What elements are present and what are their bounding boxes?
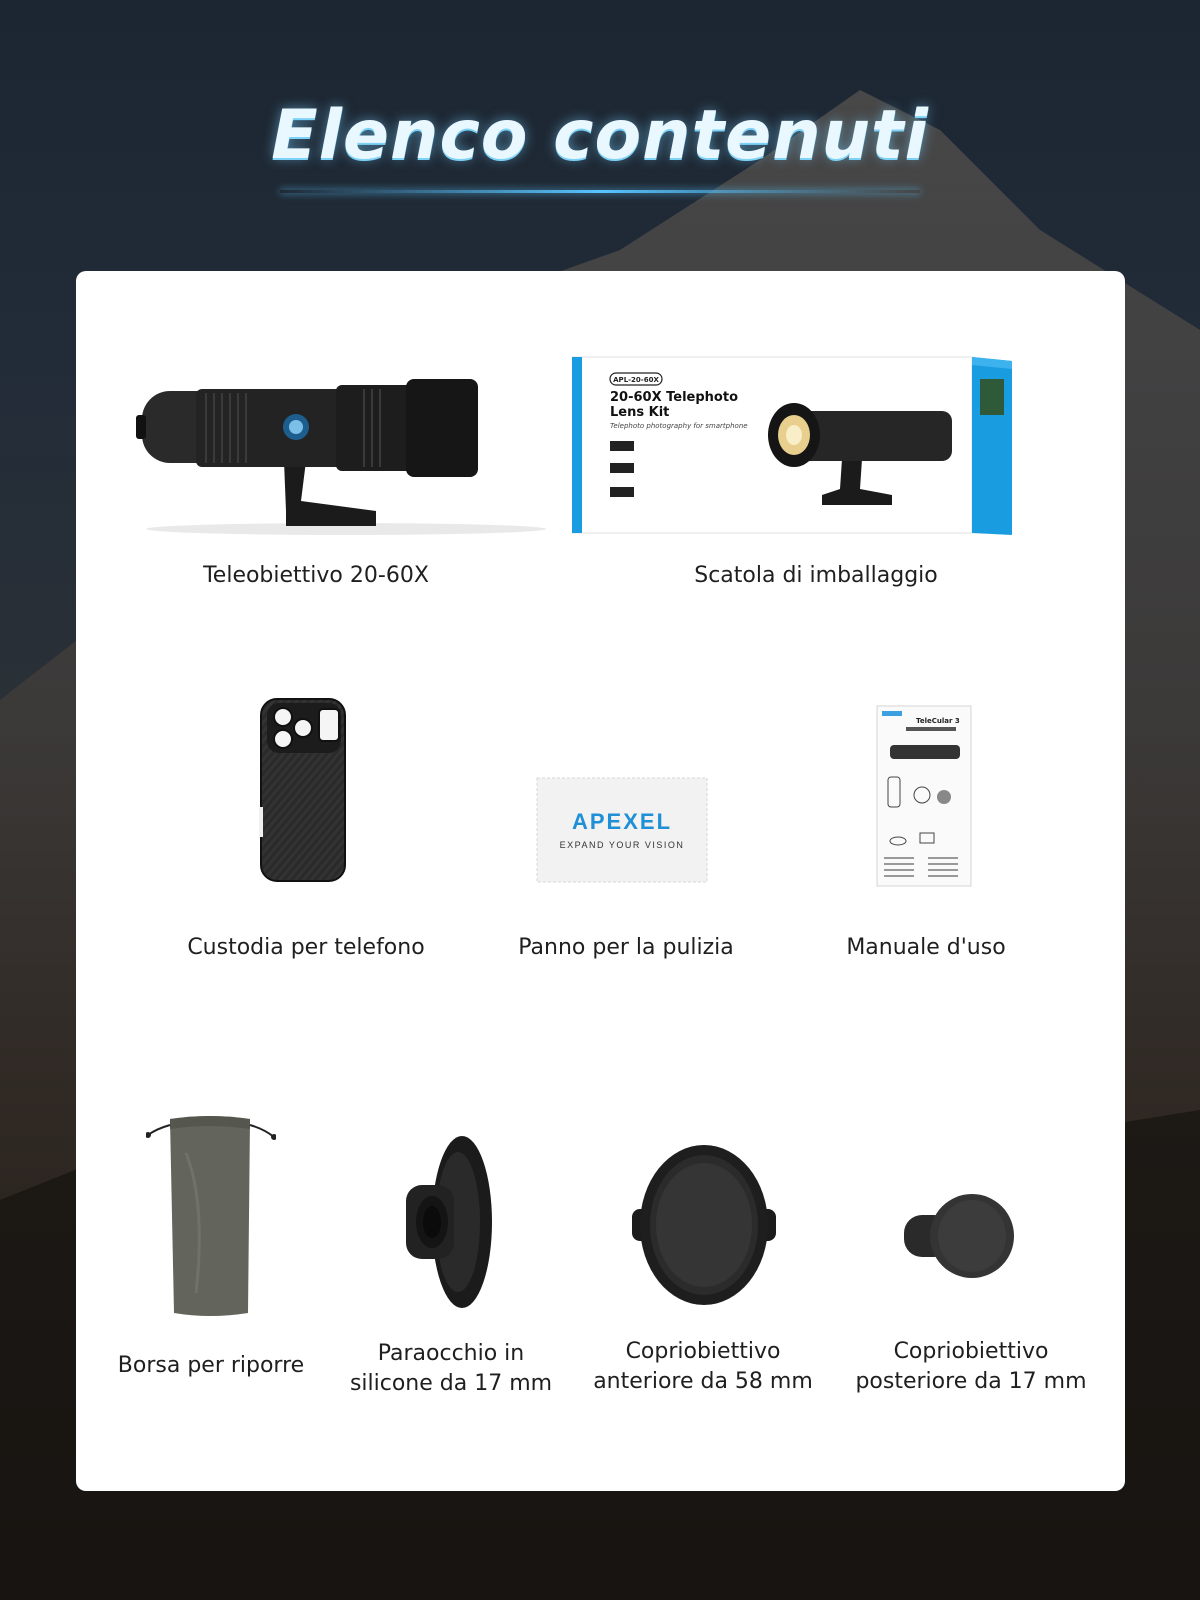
- cleaning-cloth: [536, 777, 708, 883]
- contents-card: [76, 271, 1125, 1491]
- eyecup: [402, 1133, 502, 1311]
- item-label-rear-lens-cap: [836, 1337, 1106, 1397]
- rear-lens-cap-icon: [902, 1193, 1016, 1279]
- front-lens-cap: [632, 1143, 776, 1307]
- manual-icon: [876, 705, 972, 887]
- phone-case-icon: [259, 697, 349, 883]
- phone-case: [259, 697, 349, 883]
- telephoto-lens: [136, 371, 556, 541]
- storage-bag-icon: [146, 1113, 276, 1319]
- item-label-storage-bag: Borsa per riporre: [117, 1353, 305, 1378]
- front-lens-cap-icon: [632, 1143, 776, 1307]
- front-cap-label-line2: anteriore da 58 mm: [593, 1369, 813, 1394]
- box-title-line1: 20-60X Telephoto: [610, 390, 738, 405]
- item-label-front-lens-cap: [578, 1337, 828, 1397]
- rear-cap-label-line1: Copriobiettivo: [893, 1339, 1049, 1364]
- front-cap-label-line1: Copriobiettivo: [625, 1339, 781, 1364]
- title-underline: [280, 190, 920, 193]
- cloth-tagline: EXPAND YOUR VISION: [559, 840, 685, 850]
- eyecup-label-line2: silicone da 17 mm: [349, 1371, 553, 1396]
- item-label-telephoto-lens: Teleobiettivo 20-60X: [203, 563, 429, 588]
- item-label-eyecup: [336, 1339, 566, 1399]
- cleaning-cloth-icon: [536, 777, 708, 883]
- item-label-cleaning-cloth: Panno per la pulizia: [518, 935, 734, 960]
- item-label-package-box: Scatola di imballaggio: [694, 563, 938, 588]
- item-label-manual: Manuale d'uso: [846, 935, 1006, 960]
- page-title: Elenco contenuti: [271, 96, 929, 175]
- rear-cap-label-line2: posteriore da 17 mm: [855, 1369, 1087, 1394]
- package-box: [572, 349, 1032, 539]
- telephoto-lens-icon: [136, 371, 556, 541]
- box-title-line2: Lens Kit: [610, 405, 670, 420]
- cloth-brand: APEXEL: [571, 809, 673, 834]
- user-manual: [876, 705, 972, 887]
- box-model: APL-20-60X: [613, 376, 659, 384]
- item-label-phone-case: Custodia per telefono: [187, 935, 425, 960]
- storage-bag: [146, 1113, 276, 1319]
- eyecup-icon: [402, 1133, 502, 1311]
- rear-lens-cap: [902, 1193, 1016, 1279]
- box-subtitle: Telephoto photography for smartphone: [610, 422, 748, 430]
- eyecup-label-line1: Paraocchio in: [377, 1341, 525, 1366]
- package-box-icon: [572, 349, 1032, 539]
- manual-title: TeleCular 3: [916, 717, 960, 725]
